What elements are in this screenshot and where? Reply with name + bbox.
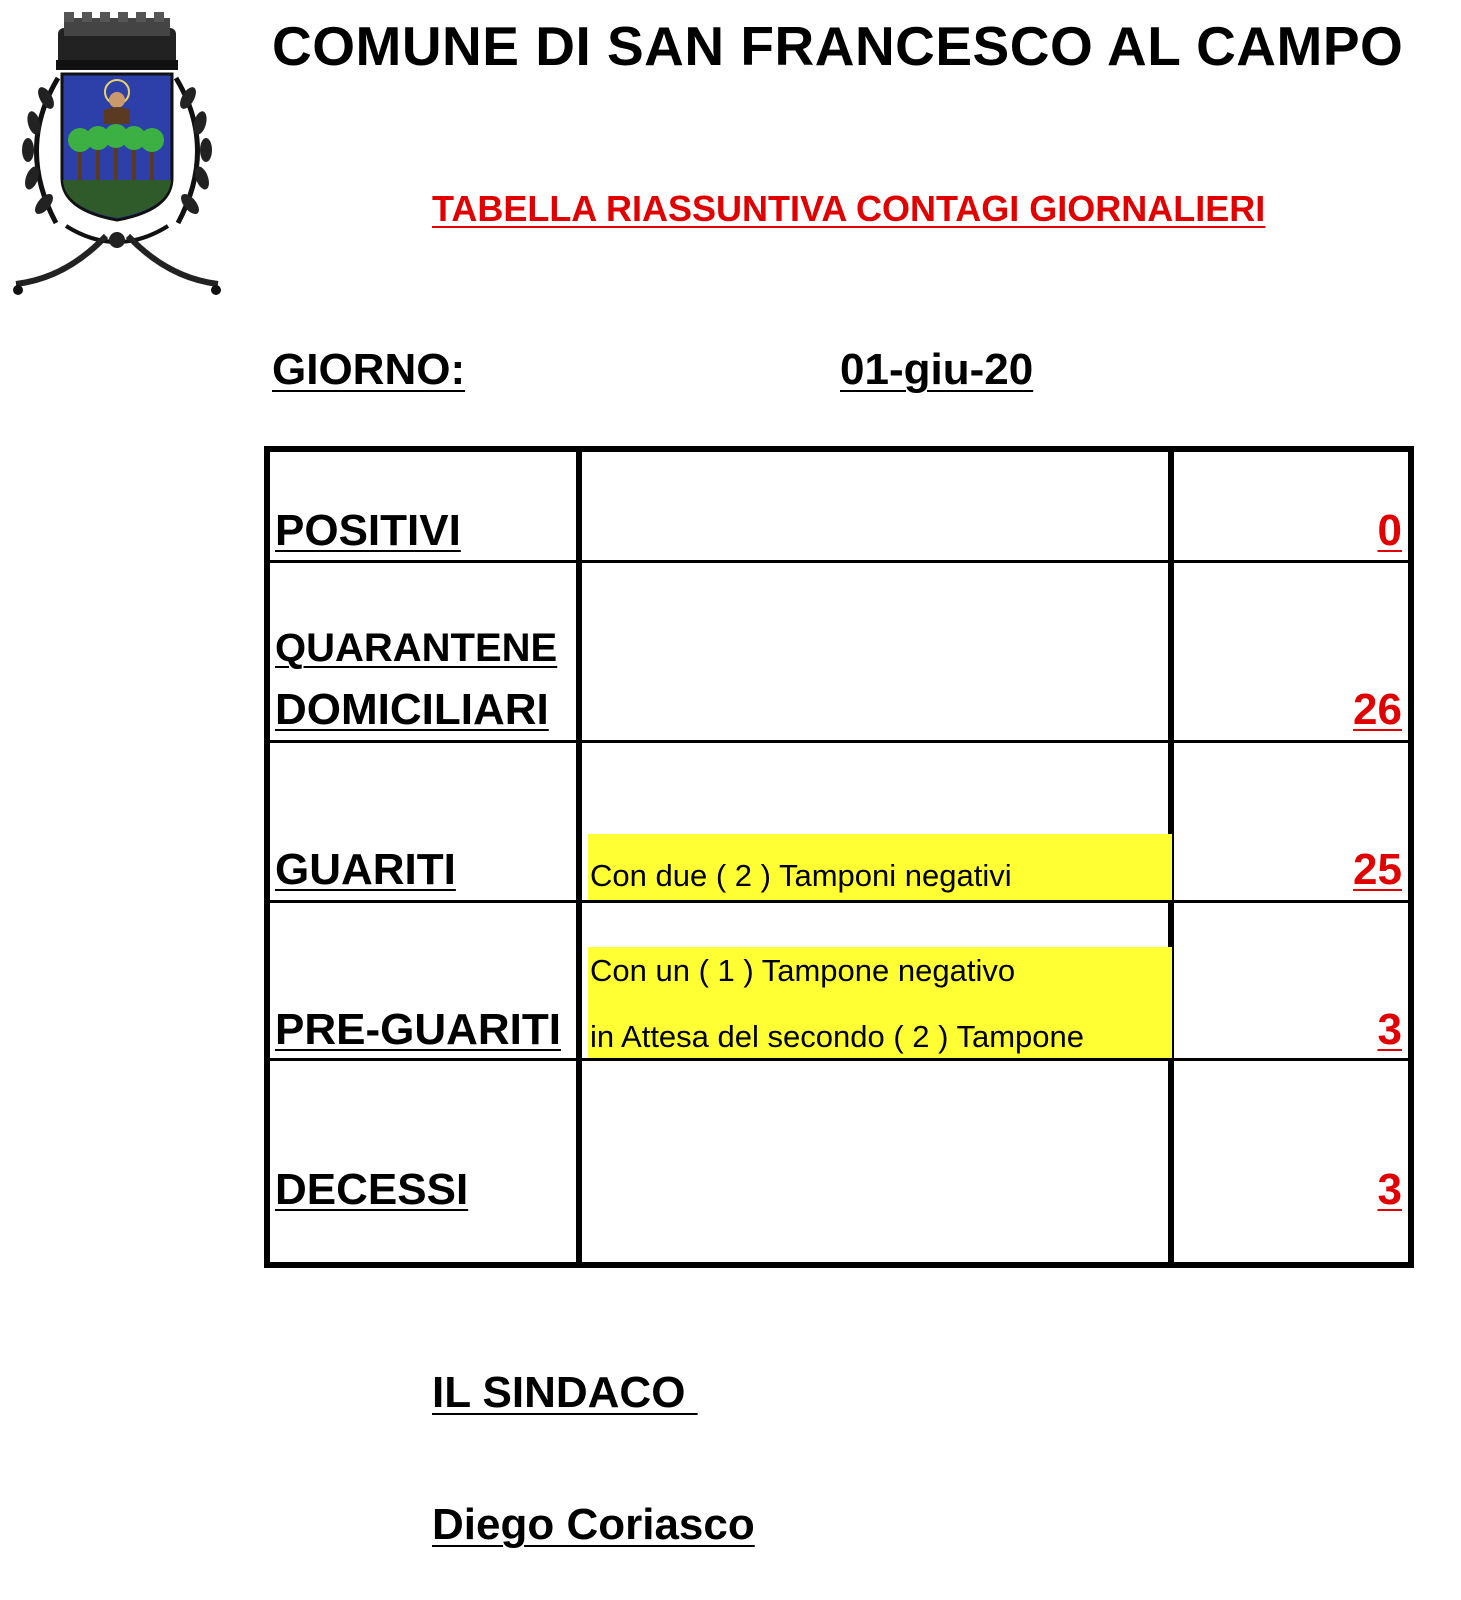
page-title: COMUNE DI SAN FRANCESCO AL CAMPO: [272, 15, 1404, 77]
row-divider: [270, 740, 1408, 743]
row-label-pre-guariti: PRE-GUARITI: [275, 1005, 561, 1054]
column-divider: [576, 452, 582, 1262]
row-value-decessi: 3: [1377, 1165, 1402, 1214]
page-subtitle: TABELLA RIASSUNTIVA CONTAGI GIORNALIERI: [432, 188, 1266, 229]
day-label: GIORNO:: [272, 345, 466, 394]
row-note-guariti: [588, 834, 1172, 900]
row-label-guariti: GUARITI: [275, 845, 456, 894]
row-divider: [270, 1058, 1408, 1061]
row-value-positivi: 0: [1377, 506, 1402, 555]
row-divider: [270, 900, 1408, 903]
signature-role: IL SINDACO: [432, 1368, 698, 1417]
row-note-pre-guariti-line1: Con un ( 1 ) Tampone negativo: [590, 953, 1016, 988]
summary-table: [264, 446, 1414, 1268]
row-label-positivi: POSITIVI: [275, 506, 461, 555]
row-value-quarantene: 26: [1353, 685, 1402, 734]
row-label-quarantene-line2: DOMICILIARI: [275, 685, 549, 734]
municipal-coat-of-arms-icon: [6, 8, 228, 298]
row-note-guariti-text: Con due ( 2 ) Tamponi negativi: [590, 858, 1012, 893]
signature-name: Diego Coriasco: [432, 1500, 755, 1549]
row-value-pre-guariti: 3: [1377, 1005, 1402, 1054]
row-note-pre-guariti-line2: in Attesa del secondo ( 2 ) Tampone: [590, 1019, 1085, 1054]
row-label-decessi: DECESSI: [275, 1165, 469, 1214]
row-label-quarantene-line1: QUARANTENE: [275, 626, 558, 670]
row-note-pre-guariti: [588, 947, 1172, 1058]
row-value-guariti: 25: [1353, 845, 1402, 894]
day-value: 01-giu-20: [840, 345, 1034, 394]
row-divider: [270, 560, 1408, 563]
